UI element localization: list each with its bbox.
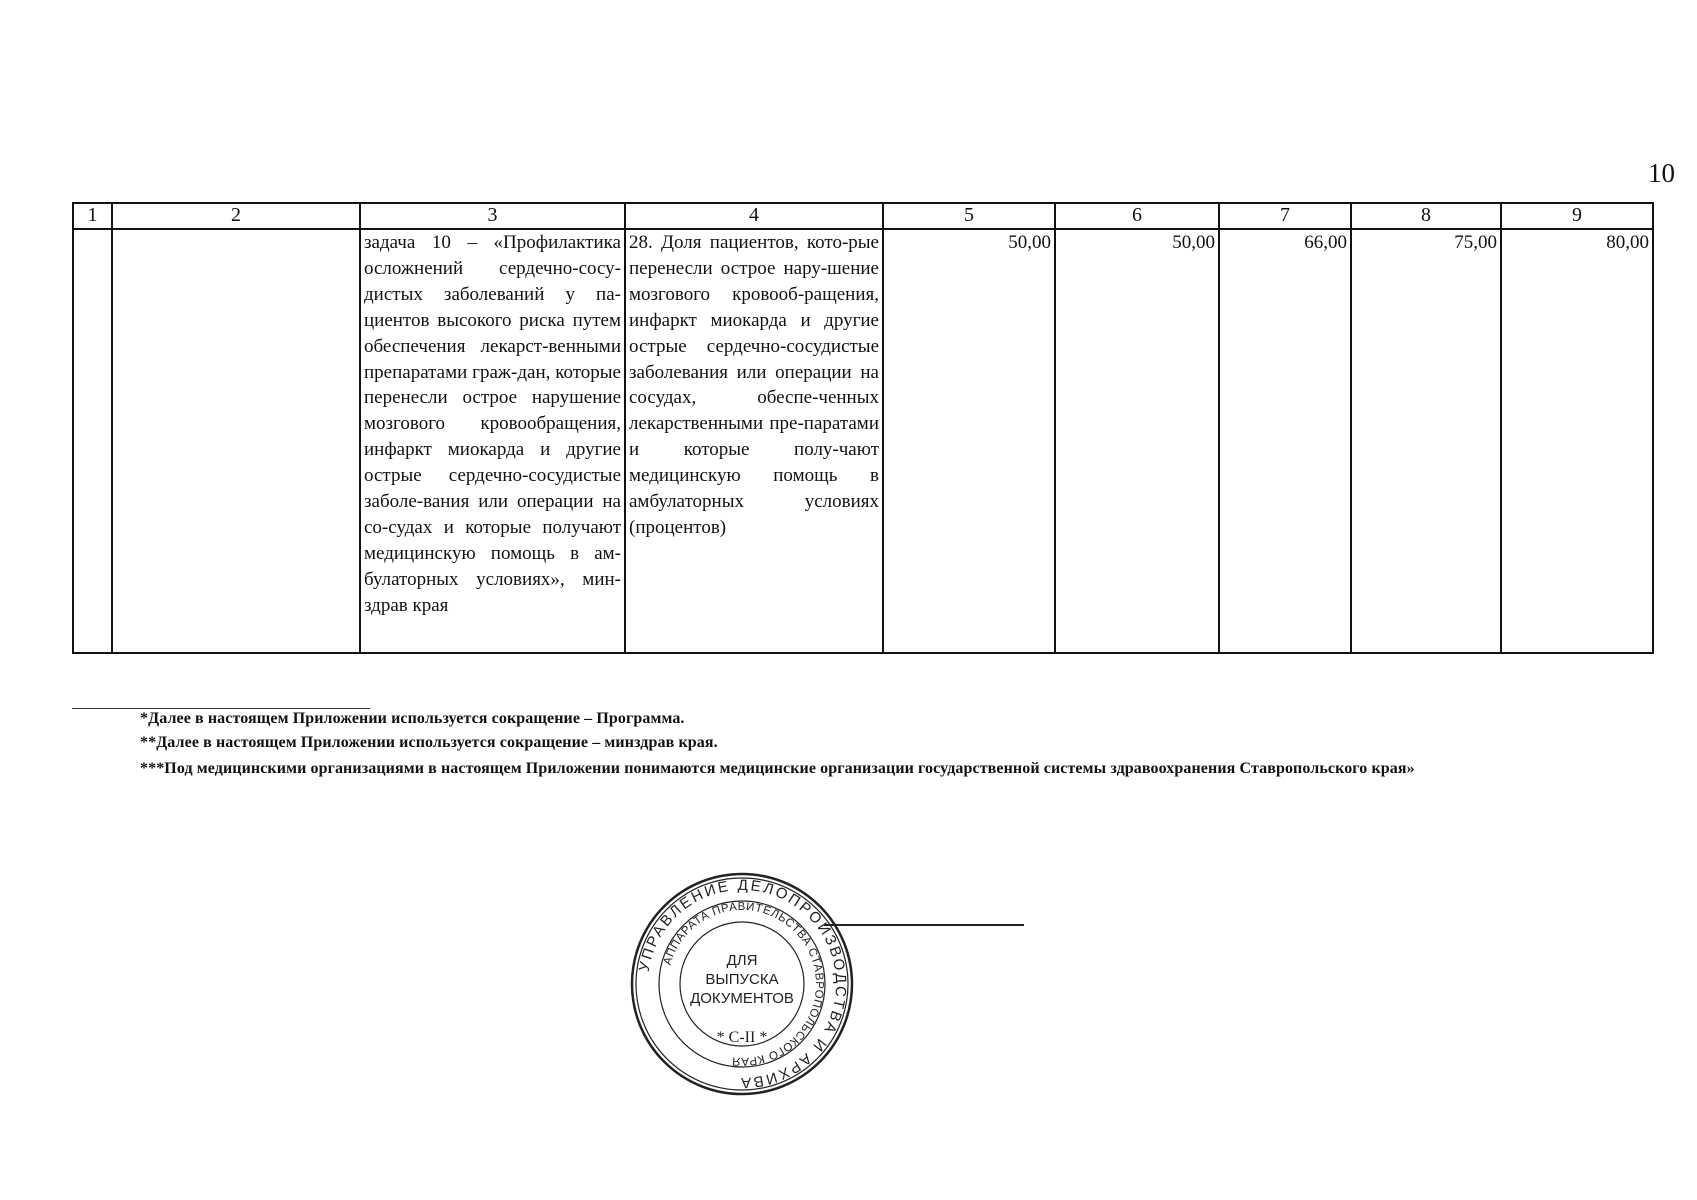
column-header: 6 (1055, 203, 1219, 229)
page-number: 10 (1648, 158, 1675, 188)
cell-value-9: 80,00 (1501, 229, 1653, 653)
stamp-outer-text: УПРАВЛЕНИЕ ДЕЛОПРОИЗВОДСТВА И АРХИВА (635, 876, 850, 1092)
column-header: 5 (883, 203, 1055, 229)
column-header: 8 (1351, 203, 1501, 229)
stamp-center-line-2: ВЫПУСКА (705, 971, 779, 988)
column-header: 3 (360, 203, 625, 229)
table-row (73, 229, 1653, 653)
cell-index (73, 229, 112, 653)
cell-indicator (625, 229, 883, 653)
indicator-text: 28. Доля пациентов, кото-рые перенесли острое нару-шение мозгового кровооб-ращения, инфаркт миокарда и другие острые сердечно-сосудистые заболевания или операции на сосудах, обеспе-ченных лекарственными пре-паратами и которые полу-чают медицинскую помощь в амбулаторных условиях (процентов) (629, 232, 879, 538)
column-header: 4 (625, 203, 883, 229)
footnote-divider (72, 708, 370, 709)
official-stamp (628, 870, 856, 1098)
cell-value-6: 50,00 (1055, 229, 1219, 653)
column-header: 7 (1219, 203, 1351, 229)
cell-value-5: 50,00 (883, 229, 1055, 653)
signature-line (824, 924, 1024, 926)
stamp-center-line-1: ДЛЯ (726, 952, 758, 969)
cell-task (360, 229, 625, 653)
stamp-center-line-3: ДОКУМЕНТОВ (690, 990, 794, 1007)
cell-value-7: 66,00 (1219, 229, 1351, 653)
cell-value-8: 75,00 (1351, 229, 1501, 653)
column-header: 1 (73, 203, 112, 229)
footnote-3: ***Под медицинскими организациями в настоящем Приложении понимаются медицинские организации государственной системы здравоохранения Ставропольского края» (140, 760, 1415, 777)
stamp-code: * С-II * (716, 1029, 768, 1046)
stamp-inner-text: АППАРАТА ПРАВИТЕЛЬСТВА СТАВРОПОЛЬСКОГО КРАЯ (661, 900, 826, 1068)
column-header: 9 (1501, 203, 1653, 229)
task-text: задача 10 – «Профилактика осложнений сердечно-сосу-дистых заболеваний у па-циентов высокого риска путем обеспечения лекарст-венными препаратами граж-дан, которые перенесли острое нарушение мозгового кровообращения, инфаркт миокарда и другие острые сердечно-сосудистые заболе-вания или операции на со-судах и которые получают медицинскую помощь в ам-булаторных условиях», мин-здрав края (364, 232, 621, 616)
footnote-2: **Далее в настоящем Приложении используется сокращение – минздрав края. (140, 734, 718, 751)
footnote-1: *Далее в настоящем Приложении используется сокращение – Программа. (140, 710, 685, 727)
indicators-table (72, 202, 1654, 654)
cell-program (112, 229, 360, 653)
header-row (73, 203, 1653, 229)
column-header: 2 (112, 203, 360, 229)
